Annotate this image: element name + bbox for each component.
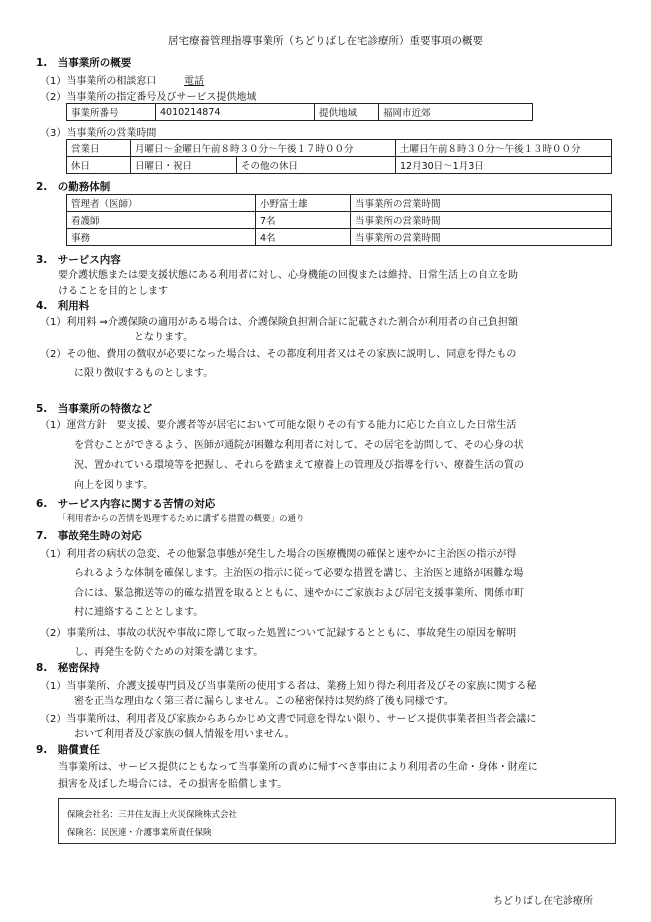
fee-text-line: （2）その他、費用の徴収が必要になった場合は、その都度利用者又はその家族に説明し、同意を得たもの: [40, 349, 517, 360]
table-cell: 12月30日～1月3日: [396, 157, 612, 174]
designation-table: [66, 103, 533, 121]
table-cell: 月曜日～金曜日午前８時３０分～午後１７時００分: [131, 140, 396, 157]
fee-text-line: となります。: [134, 332, 194, 343]
table-cell: 看護師: [67, 212, 256, 229]
accident-text-line: 合には、緊急搬送等の的確な措置を取るとともに、速やかにご家族および居宅支援事業所、関係市町: [74, 588, 524, 599]
section-7-heading: 7. 事故発生時の対応: [36, 530, 142, 542]
table-cell: 7名: [256, 212, 351, 229]
confidentiality-text-line: おいて利用者及び家族の個人情報を用いません。: [74, 729, 295, 740]
insurance-box: [58, 798, 616, 844]
confidentiality-text-line: 密を正当な理由なく第三者に漏らしません。この秘密保持は契約終了後も同様です。: [74, 696, 454, 707]
table-cell: 土曜日午前８時３０分～午後１３時００分: [396, 140, 612, 157]
section-4-heading: 4. 利用料: [36, 300, 90, 312]
insurance-name: 保険名：民医連・介護事業所責任保険: [67, 828, 212, 838]
designation-label: （2）当事業所の指定番号及びサービス提供地域: [40, 92, 257, 103]
features-text-line: （1）運営方針 要支援、要介護者等が居宅において可能な限りその有する能力に応じた自立した日常生活: [40, 420, 517, 431]
table-cell: 事業所番号: [67, 104, 156, 121]
table-cell: 営業日: [67, 140, 131, 157]
hours-table: [66, 139, 612, 174]
fee-text-line: （1）利用料 ⇒介護保険の適用がある場合は、介護保険負担割合証に記載された割合が利用者の自己負担額: [40, 317, 518, 328]
table-cell: 当事業所の営業時間: [351, 229, 612, 246]
table-cell: 当事業所の営業時間: [351, 212, 612, 229]
table-row: [67, 195, 612, 212]
document-title: 居宅療養管理指導事業所（ちどりばし在宅診療所）重要事項の概要: [168, 35, 483, 47]
table-cell: 提供地域: [315, 104, 379, 121]
consultation-window-label: （1）当事業所の相談窓口: [40, 76, 157, 87]
confidentiality-text-line: （1）当事業所、介護支援専門員及び当事業所の使用する者は、業務上知り得た利用者及びその家族に関する秘: [40, 681, 537, 692]
section-6-heading: 6. サービス内容に関する苦情の対応: [36, 498, 216, 510]
section-9-heading: 9. 賠償責任: [36, 744, 100, 756]
accident-text-line: 村に連絡することとします。: [74, 607, 204, 618]
features-text-line: を営むことができるよう、医師が通院が困難な利用者に対して、その居宅を訪問して、その心身の状: [74, 440, 524, 451]
section-8-heading: 8. 秘密保持: [36, 662, 100, 674]
features-text-line: 況、置かれている環境等を把握し、それらを踏まえて療養上の管理及び指導を行い、療養生活の質の: [74, 460, 524, 471]
accident-text-line: し、再発生を防ぐための対策を講じます。: [74, 647, 264, 658]
insurance-company: 保険会社名：三井住友海上火災保険株式会社: [67, 810, 238, 820]
complaint-text: 「利用者からの苦情を処理するために講ずる措置の概要」の通り: [58, 514, 305, 524]
table-cell: 事務: [67, 229, 256, 246]
clinic-name-footer: ちどりばし在宅診療所: [493, 896, 593, 907]
fee-text-line: に限り徴収するものとします。: [74, 368, 214, 379]
table-cell: 福岡市近郊: [379, 104, 533, 121]
staff-table: [66, 194, 612, 246]
table-row: [67, 229, 612, 246]
accident-text-line: （1）利用者の病状の急変、その他緊急事態が発生した場合の医療機関の確保と速やかに主治医の指示が得: [40, 549, 517, 560]
table-row: [67, 212, 612, 229]
section-5-heading: 5. 当事業所の特徴など: [36, 403, 153, 415]
section-2-heading: 2. の勤務体制: [36, 181, 111, 193]
table-cell: その他の休日: [237, 157, 396, 174]
table-cell: 4名: [256, 229, 351, 246]
table-cell: 管理者（医師）: [67, 195, 256, 212]
liability-text-line: 当事業所は、サービス提供にともなって当事業所の責めに帰すべき事由により利用者の生命・身体・財産に: [58, 762, 538, 773]
table-cell: 4010214874: [156, 104, 315, 121]
liability-text-line: 損害を及ぼした場合には、その損害を賠償します。: [58, 779, 288, 790]
confidentiality-text-line: （2）当事業所は、利用者及び家族からあらかじめ文書で同意を得ない限り、サービス提供事業者担当者会議に: [40, 714, 537, 725]
consultation-window-value: 電話: [184, 76, 204, 87]
section-3-heading: 3. サービス内容: [36, 254, 121, 266]
section-1-heading: 1. 当事業所の概要: [36, 57, 132, 69]
features-text-line: 向上を図ります。: [74, 480, 154, 491]
table-cell: 当事業所の営業時間: [351, 195, 612, 212]
service-text-line: 要介護状態または要支援状態にある利用者に対し、心身機能の回復または維持、日常生活上の自立を助: [58, 270, 518, 281]
accident-text-line: られるような体制を確保します。主治医の指示に従って必要な措置を講じ、主治医と連絡が困難な場: [74, 568, 524, 579]
service-text-line: けることを目的とします: [58, 286, 168, 297]
accident-text-line: （2）事業所は、事故の状況や事故に際して取った処置について記録するとともに、事故発生の原因を解明: [40, 628, 517, 639]
table-cell: 小野富士雄: [256, 195, 351, 212]
table-cell: 休日: [67, 157, 131, 174]
table-cell: 日曜日・祝日: [131, 157, 237, 174]
hours-label: （3）当事業所の営業時間: [40, 128, 157, 139]
